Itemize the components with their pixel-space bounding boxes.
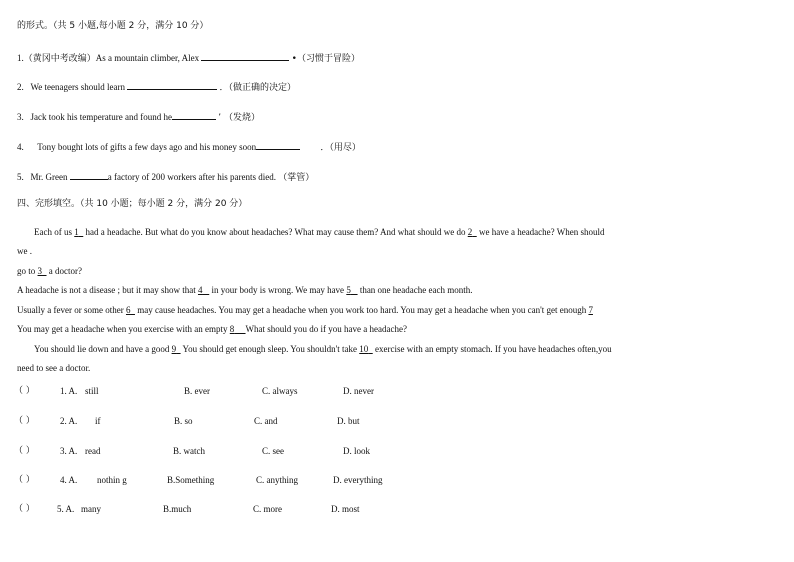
numbered-blank[interactable]: 9 <box>171 344 177 354</box>
option-b[interactable]: B. ever <box>184 386 210 396</box>
option-d[interactable]: D. never <box>343 386 374 396</box>
item-number: 3. <box>17 112 24 122</box>
answer-blank[interactable] <box>201 51 289 61</box>
item-cue: ．（用尽） <box>320 143 361 153</box>
option-a[interactable]: nothin g <box>97 475 127 485</box>
answer-blank[interactable] <box>172 110 216 120</box>
item-number: 2. <box>17 82 24 92</box>
item-text: a factory of 200 workers after his parents died. <box>107 172 276 182</box>
answer-blank[interactable] <box>70 170 108 180</box>
option-a[interactable]: many <box>81 504 101 514</box>
item-number: 5. <box>17 172 24 182</box>
passage-text: a doctor? <box>46 266 82 276</box>
item-cue: •（习惯于冒险） <box>291 54 360 64</box>
passage-text: had a headache. But what do you know about headaches? What may cause them? And what should we do <box>83 227 468 237</box>
option-b[interactable]: B.Something <box>167 475 215 485</box>
passage-line-1 <box>34 226 605 238</box>
passage-text: exercise with an empty stomach. If you have headaches often,you <box>372 344 612 354</box>
question-number: 4. A. <box>60 475 78 485</box>
option-a[interactable]: still <box>85 386 99 396</box>
header-instruction: 的形式。（共 5 小题,每小题 2 分，满分 10 分） <box>17 21 209 31</box>
answer-blank[interactable] <box>256 140 300 150</box>
item-source: （黄冈中考改编） <box>23 54 96 64</box>
option-c[interactable]: C. always <box>262 386 298 396</box>
option-c[interactable]: C. more <box>253 504 282 514</box>
translation-item-5 <box>17 170 314 184</box>
answer-blank[interactable] <box>127 80 217 90</box>
option-b[interactable]: B. watch <box>173 446 205 456</box>
numbered-blank[interactable]: 3 <box>37 266 43 276</box>
numbered-blank[interactable]: 1 <box>74 227 79 237</box>
item-text: As a mountain climber, Alex <box>95 53 202 63</box>
option-c[interactable]: C. and <box>254 416 278 426</box>
numbered-blank[interactable]: 2 <box>467 227 473 237</box>
item-number: 4. <box>17 142 24 152</box>
passage-line-4 <box>17 284 473 296</box>
passage-line-2: we . <box>17 246 32 256</box>
passage-text: in your body is wrong. We may have <box>209 285 347 295</box>
translation-item-2 <box>17 80 296 94</box>
question-number: 5. A. <box>57 504 75 514</box>
numbered-blank[interactable]: 8 <box>229 324 235 334</box>
passage-text: What should you do if you have a headache? <box>245 324 407 334</box>
item-text: Jack took his temperature and found he <box>30 112 172 122</box>
passage-line-7 <box>34 343 612 355</box>
numbered-blank[interactable]: 4 <box>197 285 203 295</box>
passage-line-3 <box>17 265 82 277</box>
item-text: Tony bought lots of gifts a few days ago and his money soon <box>37 142 257 152</box>
passage-line-6 <box>17 323 407 335</box>
option-d[interactable]: D. most <box>331 504 360 514</box>
passage-text: than one headache each month. <box>357 285 473 295</box>
option-b[interactable]: B.much <box>163 504 192 514</box>
section-title: 四、完形填空。（共 10 小题；每小题 2 分，满分 20 分） <box>17 199 248 209</box>
passage-text: go to <box>17 266 38 276</box>
numbered-blank[interactable]: 5 <box>346 285 351 295</box>
item-cue: ’ （发烧） <box>218 113 260 123</box>
answer-paren[interactable]: （ ） <box>14 446 35 456</box>
passage-text: You should get enough sleep. You shouldn't take <box>180 344 360 354</box>
option-a[interactable]: read <box>85 446 101 456</box>
question-number: 1. A. <box>60 386 78 396</box>
translation-item-1 <box>17 51 360 65</box>
passage-text: Each of us <box>34 227 75 237</box>
option-c[interactable]: C. see <box>262 446 284 456</box>
item-cue: ．（做正确的决定） <box>219 83 297 93</box>
passage-text: we have a headache? When should <box>476 227 605 237</box>
question-number: 2. A. <box>60 416 78 426</box>
translation-item-3 <box>17 110 260 124</box>
passage-line-5 <box>17 304 593 316</box>
item-text: We teenagers should learn <box>30 82 125 92</box>
item-cue: （掌管） <box>278 173 315 183</box>
question-number: 3. A. <box>60 446 78 456</box>
passage-text: You may get a headache when you exercise with an empty <box>17 324 230 334</box>
passage-text: A headache is not a disease ; but it may show that <box>17 285 198 295</box>
passage-line-8: need to see a doctor. <box>17 363 91 373</box>
answer-paren[interactable]: （ ） <box>14 475 35 485</box>
item-pre: Mr. Green <box>30 172 70 182</box>
passage-text: You should lie down and have a good <box>34 344 172 354</box>
translation-item-4 <box>17 140 361 154</box>
answer-paren[interactable]: （ ） <box>14 386 35 396</box>
option-d[interactable]: D. look <box>343 446 370 456</box>
passage-text: Usually a fever or some other <box>17 305 126 315</box>
numbered-blank[interactable]: 7 <box>588 305 593 315</box>
item-number: 1. <box>17 53 24 63</box>
option-b[interactable]: B. so <box>174 416 193 426</box>
option-d[interactable]: D. but <box>337 416 360 426</box>
passage-text: may cause headaches. You may get a headache when you work too hard. You may get a headache when you can't get enough <box>134 305 589 315</box>
answer-paren[interactable]: （ ） <box>14 416 35 426</box>
option-d[interactable]: D. everything <box>333 475 383 485</box>
option-c[interactable]: C. anything <box>256 475 298 485</box>
option-a[interactable]: if <box>95 416 101 426</box>
numbered-blank[interactable]: 10 <box>359 344 369 354</box>
numbered-blank[interactable]: 6 <box>125 305 131 315</box>
answer-paren[interactable]: （ ） <box>14 504 35 514</box>
